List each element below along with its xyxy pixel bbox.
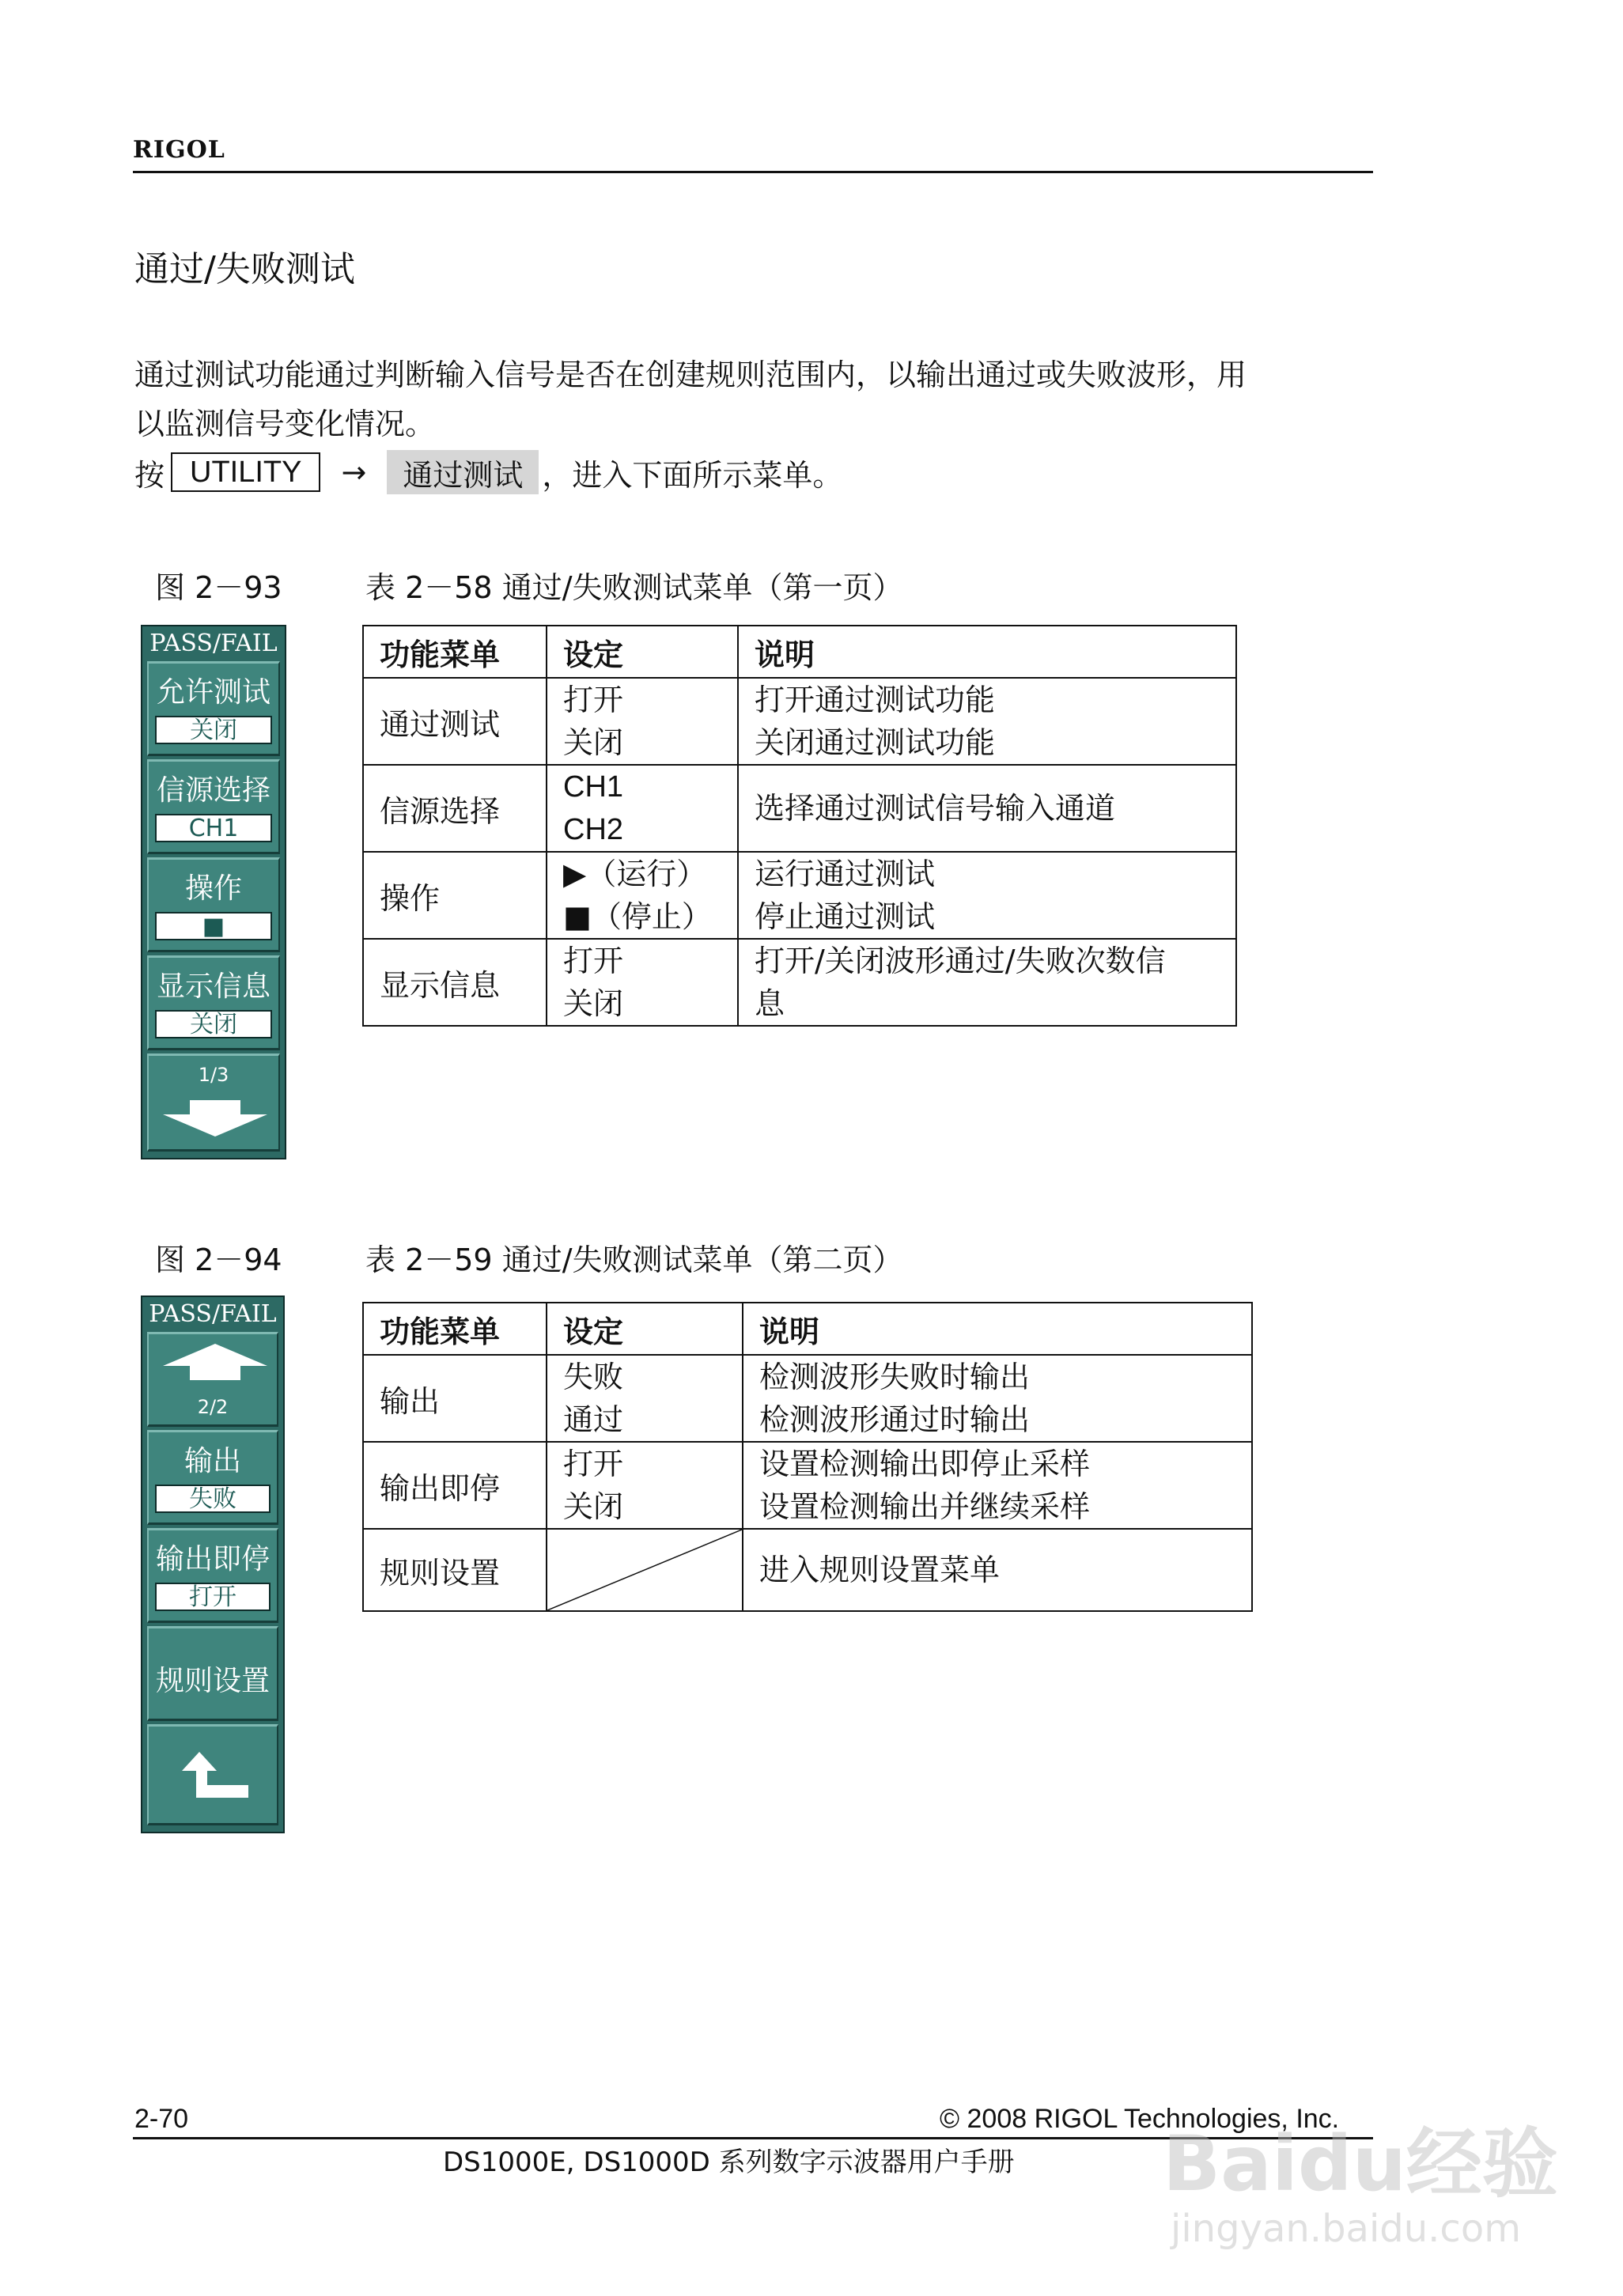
page-indicator: 1/3 [198, 1064, 229, 1086]
cell-setting [547, 852, 738, 939]
header-description: 说明 [743, 1303, 1252, 1355]
menu-slot-label: 操作 [184, 872, 242, 905]
menu-slot-prev-page[interactable] [147, 1332, 278, 1427]
menu-slot-label: 显示信息 [156, 970, 270, 1003]
watermark-logo-text: Baidu经验 [1163, 2120, 1558, 2208]
table-row [363, 939, 1236, 1026]
cell-description [743, 1442, 1252, 1529]
section-title: 通过/失败测试 [134, 249, 355, 289]
pass-fail-menu-panel-page-1 [141, 625, 286, 1159]
menu-slot-label: 输出即停 [155, 1543, 270, 1575]
cell-setting [547, 765, 738, 852]
menu-slot-show-info[interactable] [147, 955, 280, 1050]
table-row [363, 1355, 1252, 1442]
menu-slot-label: 规则设置 [155, 1665, 270, 1697]
menu-slot-label: 输出 [183, 1445, 241, 1477]
desc-line: 打开/关闭波形通过/失败次数信 [755, 944, 1166, 978]
table-2-58-caption: 表 2－58 通过/失败测试菜单（第一页） [365, 570, 903, 605]
cell-description [738, 765, 1236, 852]
menu-slot-value: 打开 [155, 1583, 270, 1611]
manual-title: DS1000E, DS1000D 系列数字示波器用户手册 [443, 2147, 1015, 2178]
menu-slot-operation[interactable] [147, 857, 280, 952]
cell-setting [547, 1355, 743, 1442]
setting-line: 关闭 [563, 1489, 624, 1524]
cell-menu: 输出即停 [363, 1442, 547, 1529]
instruction-line [134, 446, 842, 498]
page-indicator: 2/2 [197, 1396, 229, 1418]
page-number: 2-70 [134, 2104, 189, 2134]
figure-2-93-label: 图 2－93 [155, 570, 282, 605]
stop-setting-line: ■（停止） [563, 899, 712, 934]
desc-line: 息 [755, 986, 785, 1021]
instruction-suffix: ，进入下面所示菜单。 [542, 457, 843, 493]
menu-slot-allow-test[interactable] [147, 661, 280, 756]
brand-logo-text: RIGOL [133, 136, 225, 164]
cell-menu: 通过测试 [363, 678, 547, 765]
menu-slot-value: 关闭 [155, 1010, 272, 1038]
desc-line: 运行通过测试 [755, 857, 936, 891]
table-2-59-caption: 表 2－59 通过/失败测试菜单（第二页） [365, 1243, 903, 1277]
setting-line: 关闭 [563, 986, 624, 1021]
cell-setting [547, 1442, 743, 1529]
cell-menu: 操作 [363, 852, 547, 939]
cell-setting [547, 678, 738, 765]
desc-line: 设置检测输出即停止采样 [759, 1447, 1091, 1481]
setting-line: CH2 [563, 813, 624, 846]
desc-line: 设置检测输出并继续采样 [759, 1489, 1091, 1524]
menu-slot-return[interactable] [147, 1724, 278, 1825]
cell-menu: 信源选择 [363, 765, 547, 852]
menu-slot-label: 信源选择 [156, 774, 270, 807]
menu-slot-source-select[interactable] [147, 759, 280, 854]
table-row [363, 1529, 1252, 1611]
cell-description [738, 852, 1236, 939]
setting-line: 打开 [563, 1447, 624, 1481]
setting-line: 打开 [563, 944, 624, 978]
header-setting: 设定 [547, 626, 738, 678]
panel-title: PASS/FAIL [149, 1300, 277, 1328]
table-header-row [363, 626, 1236, 678]
cell-description [743, 1355, 1252, 1442]
instruction-prefix: 按 [134, 457, 165, 493]
desc-line: 进入规则设置菜单 [759, 1553, 1001, 1587]
up-arrow-icon [160, 1342, 270, 1383]
table-row [363, 678, 1236, 765]
panel-title: PASS/FAIL [149, 630, 278, 657]
right-arrow-icon: → [341, 455, 367, 490]
figure-2-94-label: 图 2－94 [155, 1243, 282, 1277]
table-2-58 [362, 625, 1237, 1027]
desc-line: 检测波形通过时输出 [759, 1402, 1031, 1437]
table-2-59 [362, 1302, 1253, 1612]
setting-line: 失败 [563, 1360, 624, 1394]
setting-line: 关闭 [563, 725, 624, 760]
header-rule [133, 171, 1373, 173]
menu-slot-label: 允许测试 [156, 676, 270, 709]
menu-slot-rule-settings[interactable] [147, 1626, 278, 1721]
cell-menu: 显示信息 [363, 939, 547, 1026]
utility-key: UTILITY [171, 452, 320, 492]
menu-slot-value: 失败 [155, 1485, 270, 1513]
copyright: © 2008 RIGOL Technologies, Inc. [940, 2104, 1340, 2134]
table-row [363, 765, 1236, 852]
table-row [363, 852, 1236, 939]
cell-description [738, 678, 1236, 765]
cell-description [743, 1529, 1252, 1611]
header-description: 说明 [738, 626, 1236, 678]
setting-line: CH1 [563, 770, 624, 804]
cell-setting [547, 939, 738, 1026]
desc-line: 打开通过测试功能 [755, 683, 996, 717]
desc-line: 选择通过测试信号输入通道 [755, 791, 1116, 826]
desc-line: 检测波形失败时输出 [759, 1360, 1031, 1394]
cell-menu: 规则设置 [363, 1529, 547, 1611]
stop-square-icon: ■ [155, 912, 272, 940]
header-setting: 设定 [547, 1303, 743, 1355]
menu-slot-output[interactable] [147, 1430, 278, 1525]
table-header-row [363, 1303, 1252, 1355]
setting-line: 通过 [563, 1402, 624, 1437]
pass-fail-menu-panel-page-2 [141, 1296, 285, 1833]
diagonal-slash [547, 1530, 742, 1610]
down-arrow-icon [160, 1097, 270, 1138]
intro-paragraph-line-2: 以监测信号变化情况。 [134, 407, 436, 441]
cell-setting-empty [547, 1529, 743, 1611]
header-menu: 功能菜单 [363, 626, 547, 678]
menu-slot-next-page[interactable] [147, 1053, 280, 1152]
menu-slot-value: 关闭 [155, 716, 272, 744]
menu-slot-value: CH1 [155, 814, 272, 842]
cell-menu: 输出 [363, 1355, 547, 1442]
return-arrow-icon [180, 1750, 252, 1801]
table-row [363, 1442, 1252, 1529]
menu-slot-stop-on-output[interactable] [147, 1528, 278, 1623]
setting-line: 打开 [563, 683, 624, 717]
watermark [1155, 2088, 1614, 2278]
cell-description [738, 939, 1236, 1026]
watermark-url: jingyan.baidu.com [1171, 2207, 1521, 2251]
run-setting-line: ▶（运行） [563, 857, 707, 891]
header-menu: 功能菜单 [363, 1303, 547, 1355]
desc-line: 关闭通过测试功能 [755, 725, 996, 760]
desc-line: 停止通过测试 [755, 899, 936, 934]
intro-paragraph-line-1: 通过测试功能通过判断输入信号是否在创建规则范围内，以输出通过或失败波形，用 [134, 357, 1247, 392]
pass-test-softkey: 通过测试 [387, 450, 539, 494]
